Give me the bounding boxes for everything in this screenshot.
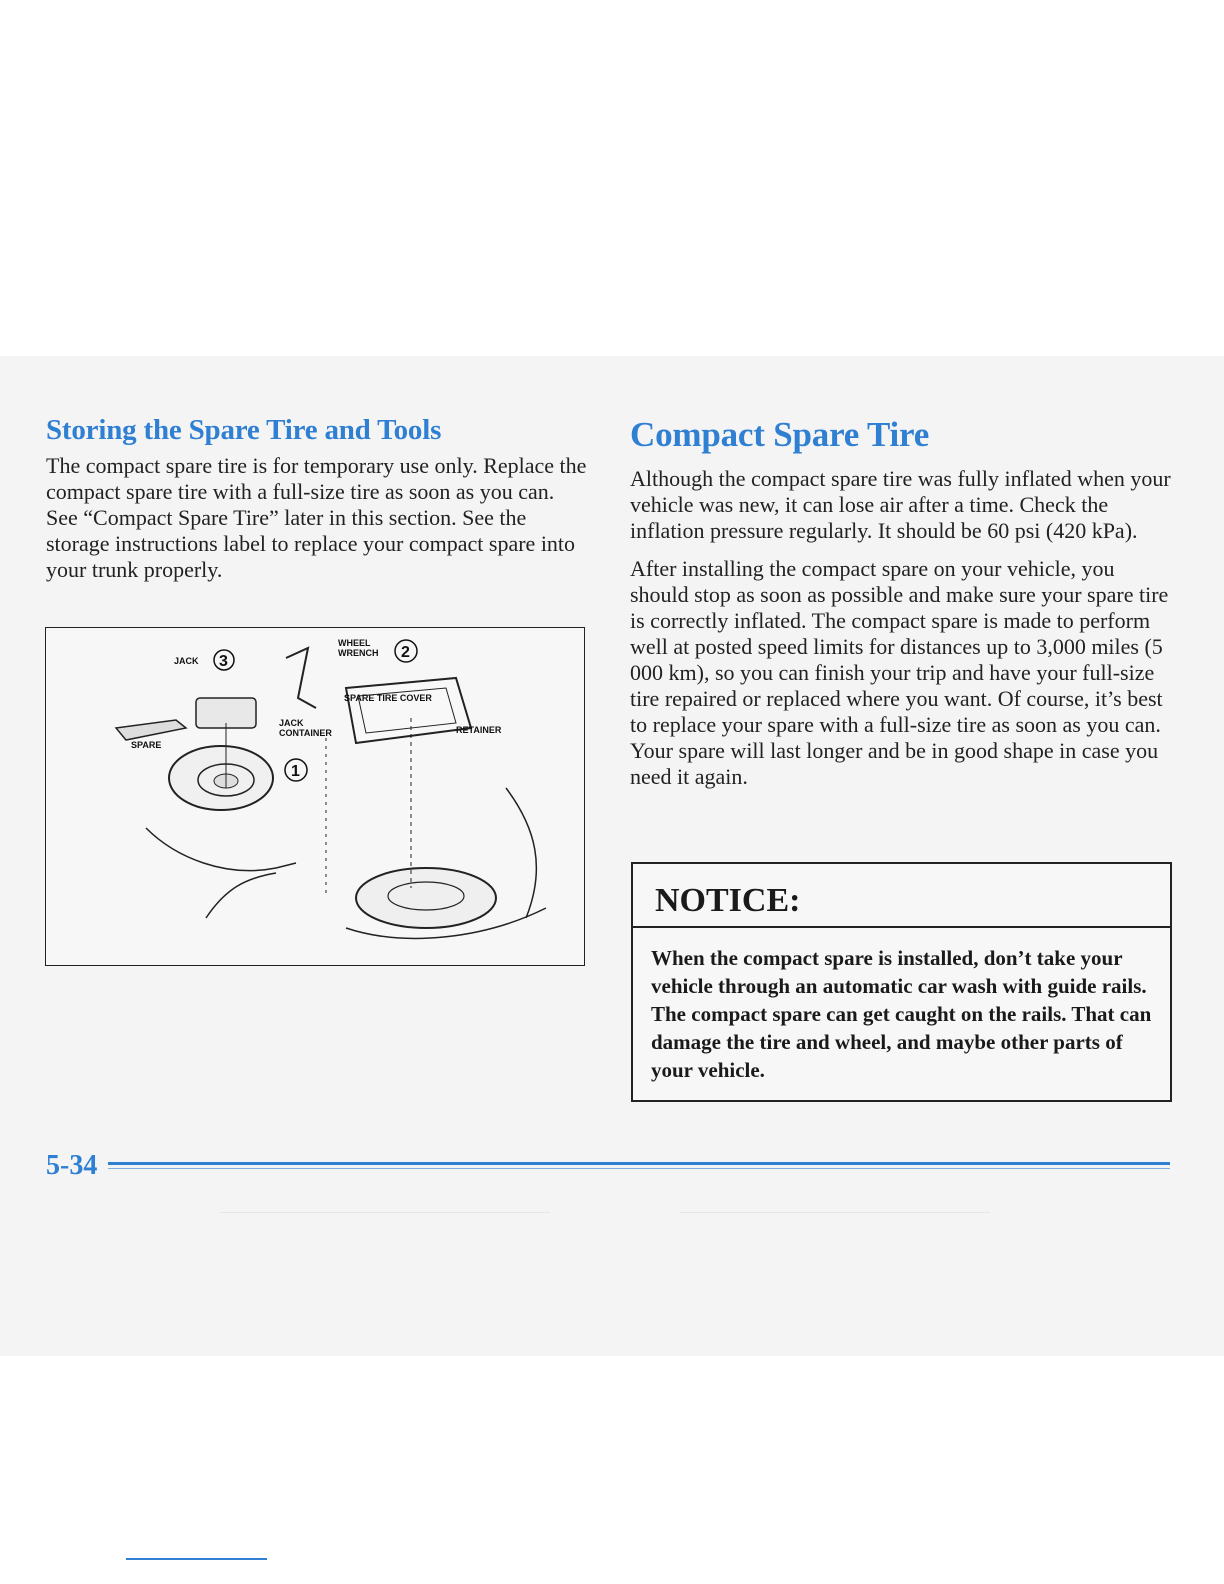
storing-paragraph: The compact spare tire is for temporary use only. Replace the compact spare tire with a full-size tire as soon as you can. See “Compact Spare Tire” later in this section. See the storage instructions label to replace your compact spare into your trunk properly. [46,453,587,582]
right-column [630,412,1178,802]
footer-rule [108,1162,1170,1165]
spare-tire-in-well [356,868,496,928]
left-column [46,414,591,595]
label-jack-container-1: JACK [279,718,304,728]
notice-text: When the compact spare is installed, don’t take your vehicle through an automatic car wash with guide rails. The compact spare can get caught on the rails. That can damage the tire and wheel, and maybe other parts of your vehicle. [651,946,1152,1082]
footer-rule-thin [108,1168,1170,1169]
jack-shape [116,720,186,740]
spare-tire-illustration [45,627,585,966]
bumper-line [206,873,276,918]
car-body-line [146,828,296,871]
compact-paragraph-2: After installing the compact spare on your vehicle, you should stop as soon as possible and make sure your spare tire is correctly inflated. The compact spare is made to perform well at posted speed limits for distances up to 3,000 miles (5 000 km), so you can finish your trip and have your full-size tire repaired or replaced where you want. Of course, it’s best to replace your spare with a full-size tire as soon as you can. Your spare will last longer and be in good shape in case you need it again. [630,556,1169,789]
callout-1: 1 [291,763,300,780]
label-jack: JACK [174,656,199,666]
section-heading-storing: Storing the Spare Tire and Tools [46,414,442,446]
label-wheel: WHEEL [338,638,371,648]
callout-3: 3 [219,653,228,670]
page-number: 5-34 [46,1150,98,1181]
section-heading-compact: Compact Spare Tire [630,415,930,454]
faint-line-left [220,1212,550,1213]
label-spare-tire-cover: SPARE TIRE COVER [344,693,432,703]
bottom-accent-line [126,1558,267,1560]
notice-title: NOTICE: [633,864,1170,928]
compact-paragraph-1: Although the compact spare tire was fully inflated when your vehicle was new, it can lose air after a time. Check the inflation pressure regularly. It should be 60 psi (420 kPa). [630,466,1171,543]
label-wrench: WRENCH [338,648,379,658]
illustration-svg [46,628,583,964]
label-spare: SPARE [131,740,162,750]
notice-box [631,862,1172,1102]
label-jack-container-2: CONTAINER [279,728,332,738]
label-retainer: RETAINER [456,725,502,735]
wheel-wrench-shape [286,648,316,708]
callout-2: 2 [401,644,410,661]
trunk-side-line [506,788,536,918]
faint-line-right [680,1212,990,1213]
